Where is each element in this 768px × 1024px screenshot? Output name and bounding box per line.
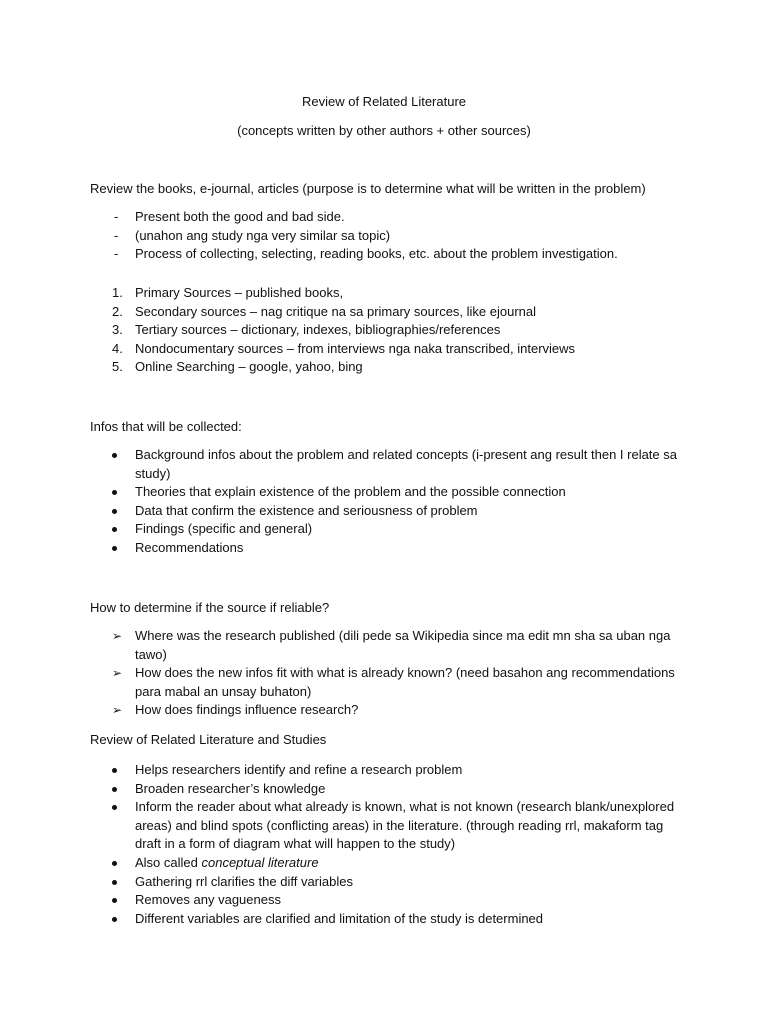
list-item: Also called conceptual literature [90, 854, 680, 873]
bullet-icon [112, 546, 117, 551]
document-title: Review of Related Literature [301, 94, 467, 109]
list-item: Recommendations [90, 539, 680, 558]
list-item: 3. Tertiary sources – dictionary, indexes, bibliographies/references [112, 322, 501, 338]
list-item: - Process of collecting, selecting, reading books, etc. about the problem investigation. [90, 245, 680, 264]
list-item: 4. Nondocumentary sources – from interviews nga naka transcribed, interviews [112, 340, 576, 356]
document-subtitle: (concepts written by other authors + other sources) [237, 123, 531, 138]
list-item: Findings (specific and general) [90, 520, 680, 539]
list-item: Gathering rrl clarifies the diff variables [90, 873, 680, 892]
list-item: ➢ How does the new infos fit with what is already known? (need basahon ang recommendations para mabal an unsay buhaton) [112, 665, 675, 699]
dash-marker: - [114, 246, 119, 262]
numbered-list [90, 284, 680, 377]
bullet-icon [112, 509, 117, 514]
list-item: Different variables are clarified and limitation of the study is determined [90, 910, 680, 929]
list-item: ➢ How does findings influence research? [90, 701, 680, 720]
arrow-bullet-icon: ➢ [112, 666, 123, 681]
list-item: - Present both the good and bad side. [90, 208, 680, 227]
reliable-list [90, 627, 680, 720]
bullet-icon [112, 490, 117, 495]
bullet-icon [112, 917, 117, 922]
bullet-icon [112, 768, 117, 773]
list-item: 1. Primary Sources – published books, [112, 285, 344, 300]
intro-paragraph: Review the books, e-journal, articles (purpose is to determine what will be written in the problem) [90, 181, 646, 196]
list-item: Helps researchers identify and refine a research problem [90, 761, 680, 780]
bullet-icon [112, 880, 117, 885]
list-item: Theories that explain existence of the problem and the possible connection [90, 483, 680, 502]
arrow-bullet-icon: ➢ [112, 703, 123, 718]
list-item: 5. Online Searching – google, yahoo, bing [112, 359, 363, 375]
bullet-icon [112, 898, 117, 903]
list-item: Removes any vagueness [90, 891, 680, 910]
dash-list [90, 208, 680, 264]
infos-heading: Infos that will be collected: [90, 419, 242, 434]
list-item: ➢ Where was the research published (dili pede sa Wikipedia since ma edit mn sha sa uban nga tawo) [112, 628, 671, 662]
italic-term: conceptual literature [201, 854, 319, 870]
dash-marker: - [114, 209, 119, 224]
list-item: Background infos about the problem and related concepts (i-present ang result then I relate sa study) [90, 446, 680, 483]
list-item: 2. Secondary sources – nag critique na sa primary sources, like ejournal [112, 303, 537, 319]
arrow-bullet-icon: ➢ [112, 629, 123, 643]
list-item: Data that confirm the existence and seriousness of problem [90, 502, 680, 521]
bullet-icon [112, 527, 117, 532]
dash-marker: - [114, 227, 119, 243]
reliable-heading: How to determine if the source if reliable? [90, 600, 330, 615]
bullet-icon [112, 861, 117, 866]
rrl-heading: Review of Related Literature and Studies [90, 732, 327, 747]
list-item: Inform the reader about what already is known, what is not known (research blank/unexplored areas) and blind spots (conflicting areas) in the literature. (through reading rrl, makaform tag draft in a form of diagram what will happen to the study) [90, 798, 680, 854]
infos-list [90, 446, 680, 558]
list-item: Broaden researcher’s knowledge [90, 780, 680, 799]
list-item: - (unahon ang study nga very similar sa topic) [90, 227, 680, 246]
bullet-icon [112, 453, 117, 458]
rrl-list [90, 761, 680, 928]
bullet-icon [112, 805, 117, 810]
bullet-icon [112, 787, 117, 792]
